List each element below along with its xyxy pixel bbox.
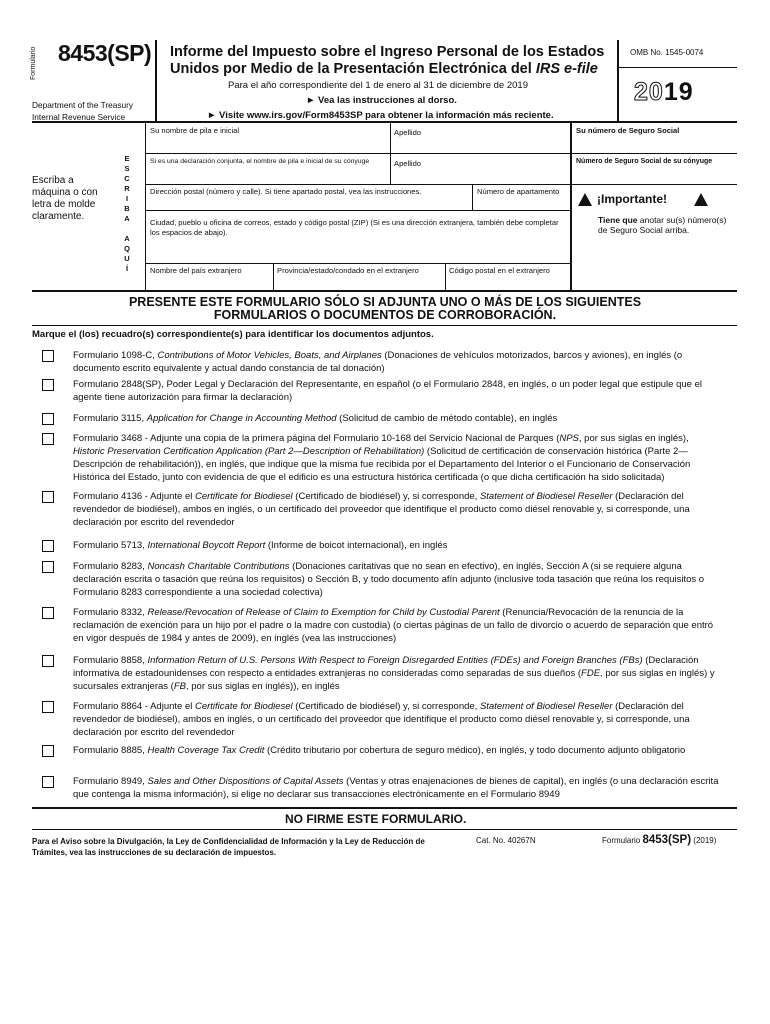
foreign-postal-code-field[interactable]: Código postal en el extranjero: [449, 266, 550, 275]
attachment-checkbox[interactable]: [42, 540, 54, 552]
write-here-letter: A: [124, 234, 130, 243]
foreign-province-field[interactable]: Provincia/estado/condado en el extranjero: [277, 266, 419, 275]
checklist-item-text: Formulario 8885, Health Coverage Tax Credit (Crédito tributario por cobertura de seguro médico), en inglés, y todo documento adjunto obligatorio: [73, 745, 686, 756]
form-title: [170, 44, 610, 78]
checklist-item-text: Formulario 1098-C, Contributions of Motor Vehicles, Boats, and Airplanes (Donaciones de vehículos motorizados, barcos y aviones), en inglés (o documento escrito equivalente y actual dando constancia de tal donación): [73, 350, 683, 374]
grid-rule-1: [145, 153, 570, 154]
grid-foreign-divider-2: [445, 263, 446, 290]
important-title: ¡Importante!: [597, 192, 667, 206]
attachment-checkbox[interactable]: [42, 701, 54, 713]
last-name-field[interactable]: Apellido: [394, 128, 422, 137]
checklist-item-text: Formulario 8283, Noncash Charitable Contributions (Donaciones caritativas que no sean en efectivo), en inglés, Sección A (si se requiere alguna declaración escrita o tasación que reúna los requisitos) o Sección B, y todo documento afín adjunto (inclusive toda tasación que reúna los requisitos o Formulario 8283 correspondiente a una sociedad colectiva): [73, 561, 705, 598]
write-here-letter: B: [124, 204, 130, 213]
checklist-item-text: Formulario 8949, Sales and Other Dispositions of Capital Assets (Ventas y otras enajenaciones de bienes de capital), en inglés (o una declaración escrita que contenga la misma información), si elige no declarar sus transacciones electrónicamente en el Formulario 8949: [73, 776, 719, 800]
mark-instruction: Marque el (los) recuadro(s) correspondiente(s) para identificar los documentos adjuntos.: [32, 329, 434, 340]
attachment-checkbox[interactable]: [42, 776, 54, 788]
write-here-vertical: [120, 154, 134, 274]
write-here-letter: I: [125, 194, 129, 203]
write-here-letter: Q: [124, 244, 130, 253]
notice-rule: [32, 325, 737, 326]
attachment-checkbox[interactable]: [42, 350, 54, 362]
write-here-letter: [120, 224, 134, 234]
grid-rule-4: [145, 263, 570, 264]
attachment-checkbox[interactable]: [42, 491, 54, 503]
print-clearly-note: Escriba a máquina o con letra de molde claramente.: [32, 175, 98, 222]
omb-number: OMB No. 1545-0074: [630, 48, 704, 57]
checklist-item-text: Formulario 2848(SP), Poder Legal y Declaración del Representante, en español (o el Formulario 2848, en inglés, o un poder legal que estipule que el agente tiene autorización para firmar la declaración): [73, 379, 702, 403]
omb-divider: [617, 67, 737, 68]
privacy-notice: Para el Aviso sobre la Divulgación, la Ley de Confidencialidad de Información y la Ley de Reducción de Trámites, vea las instrucciones de su declaración de impuestos.: [32, 837, 425, 857]
do-not-sign-notice: NO FIRME ESTE FORMULARIO.: [285, 812, 467, 826]
write-here-letter: R: [124, 184, 130, 193]
header-divider-left: [155, 40, 157, 122]
department-label: Department of the Treasury Internal Revenue Service: [32, 100, 133, 122]
attachment-checkbox[interactable]: [42, 745, 54, 757]
checklist-item-text: Formulario 5713, International Boycott Report (Informe de boicot internacional), en inglés: [73, 540, 448, 551]
attachment-checkbox[interactable]: [42, 655, 54, 667]
attachment-checkbox[interactable]: [42, 561, 54, 573]
checklist-item-text: Formulario 4136 - Adjunte el Certificate for Biodiesel (Certificado de biodiésel) y, si corresponde, Statement of Biodiesel Reseller (Declaración del revendedor de biodiésel), ambos en inglés, o un certificado del proveedor que identifique el producto como diésel renovable y, si corresponde, una declaración por escrito del revendedor: [73, 491, 690, 528]
foreign-country-field[interactable]: Nombre del país extranjero: [150, 266, 242, 275]
tax-year: 2019: [634, 78, 694, 106]
attachment-checkbox[interactable]: [42, 433, 54, 445]
ssn-rule-1: [570, 153, 737, 154]
apt-number-field[interactable]: Número de apartamento: [477, 187, 560, 196]
visit-website: ► Visite www.irs.gov/Form8453SP para obtener la información más reciente.: [207, 110, 554, 121]
see-instructions: ► Vea las instrucciones al dorso.: [306, 95, 457, 106]
address-field[interactable]: Dirección postal (número y calle). Si tiene apartado postal, vea las instrucciones.: [150, 187, 422, 196]
checklist-item-text: Formulario 8864 - Adjunte el Certificate for Biodiesel (Certificado de biodiésel) y, si corresponde, Statement of Biodiesel Reseller (Declaración del revendedor de biodiésel), ambos en inglés, o un certificado del proveedor que identifique el producto como diésel renovable y, si corresponde, una declaración por escrito del revendedor: [73, 701, 690, 738]
checklist-item-text: Formulario 3468 - Adjunte una copia de la primera página del Formulario 10-168 del Servicio Nacional de Parques (NPS, por sus siglas en inglés), Historic Preservation Certification Application (Part 2—Description of Rehabilitation) (Solicitud de certificación de conservación histórica (Parte 2—Descripción de rehabilitación)), en inglés, que indique que la misma fue recibida por el Departamento del Interior o el Funcionario de Conservación Histórica del Estado, junto con evidencia de que el edificio es una estructura histórica certificada (o que dicha certificación ha sido solicitada): [73, 433, 691, 483]
footer-top-rule: [32, 829, 737, 830]
warning-triangle-icon: [578, 193, 592, 206]
write-here-letter: U: [124, 254, 130, 263]
attachment-checkbox[interactable]: [42, 413, 54, 425]
header-divider-right: [617, 40, 619, 122]
checklist-item-text: Formulario 8858, Information Return of U.S. Persons With Respect to Foreign Disregarded Entities (FDEs) and Foreign Branches (FBs) (Declaración informativa de estadounidenses con respecto a entidades extranjeras no consideradas como separadas de sus dueños (FDE, por sus siglas en inglés) y sucursales extranjeras (FB, por sus siglas en inglés)), en inglés: [73, 655, 715, 692]
write-here-letter: S: [124, 164, 130, 173]
form-title-line2: Unidos por Medio de la Presentación Electrónica del IRS e-file: [170, 61, 598, 77]
attach-notice: PRESENTE ESTE FORMULARIO SÓLO SI ADJUNTA UNO O MÁS DE LOS SIGUIENTES FORMULARIOS O DOCUMENTOS DE CORROBORACIÓN.: [128, 295, 642, 322]
spouse-ssn-field[interactable]: Número de Seguro Social de su cónyuge: [576, 158, 713, 165]
grid-rule-2: [145, 184, 737, 185]
city-state-zip-field[interactable]: Ciudad, pueblo u oficina de correos, estado y código postal (ZIP) (Si es una dirección extranjera, también debe completar los espacios de abajo).: [150, 218, 559, 237]
spouse-last-name-field[interactable]: Apellido: [394, 159, 422, 168]
write-here-letter: E: [124, 154, 130, 163]
grid-rule-3: [145, 210, 570, 211]
form-title-line1: Informe del Impuesto sobre el Ingreso Personal de los Estados: [170, 44, 605, 60]
checklist-item-text: Formulario 3115, Application for Change in Accounting Method (Solicitud de cambio de método contable), en inglés: [73, 413, 558, 424]
write-here-letter: C: [124, 174, 130, 183]
attachment-checkbox[interactable]: [42, 607, 54, 619]
grid-bottom-rule: [32, 290, 737, 292]
header-bottom-rule: [32, 121, 737, 123]
ssn-field[interactable]: Su número de Seguro Social: [576, 126, 680, 135]
important-text: Tiene que anotar su(s) número(s) de Seguro Social arriba.: [598, 215, 727, 235]
write-here-letter: A: [124, 214, 130, 223]
form-vertical-label: Formulario: [30, 46, 37, 80]
items-bottom-rule: [32, 807, 737, 809]
catalog-number: Cat. No. 40267N: [476, 836, 536, 845]
spouse-name-field[interactable]: Si es una declaración conjunta, el nombre de pila e inicial de su cónyuge: [150, 158, 370, 165]
attachment-checkbox[interactable]: [42, 379, 54, 391]
grid-left-border: [145, 122, 146, 290]
first-name-field[interactable]: Su nombre de pila e inicial: [150, 126, 240, 135]
write-here-letter: Í: [125, 264, 129, 273]
tax-year-subtitle: Para el año correspondiente del 1 de enero al 31 de diciembre de 2019: [228, 80, 528, 91]
footer-form-id: Formulario 8453(SP) (2019): [602, 834, 717, 846]
grid-apt-divider: [472, 184, 473, 210]
form-number: 8453(SP): [58, 40, 152, 66]
checklist-item-text: Formulario 8332, Release/Revocation of Release of Claim to Exemption for Child by Custodial Parent (Renuncia/Revocación de la renuncia de la reclamación de exención para un hijo por el padre o la madre con custodia) (o ciertas páginas de un fallo de divorcio o acuerdo de separación que entró en vigor después de 1984 y antes de 2009), en inglés (vea las instrucciones): [73, 607, 714, 644]
warning-triangle-icon: [694, 193, 708, 206]
grid-right-border: [570, 122, 572, 290]
grid-foreign-divider-1: [273, 263, 274, 290]
